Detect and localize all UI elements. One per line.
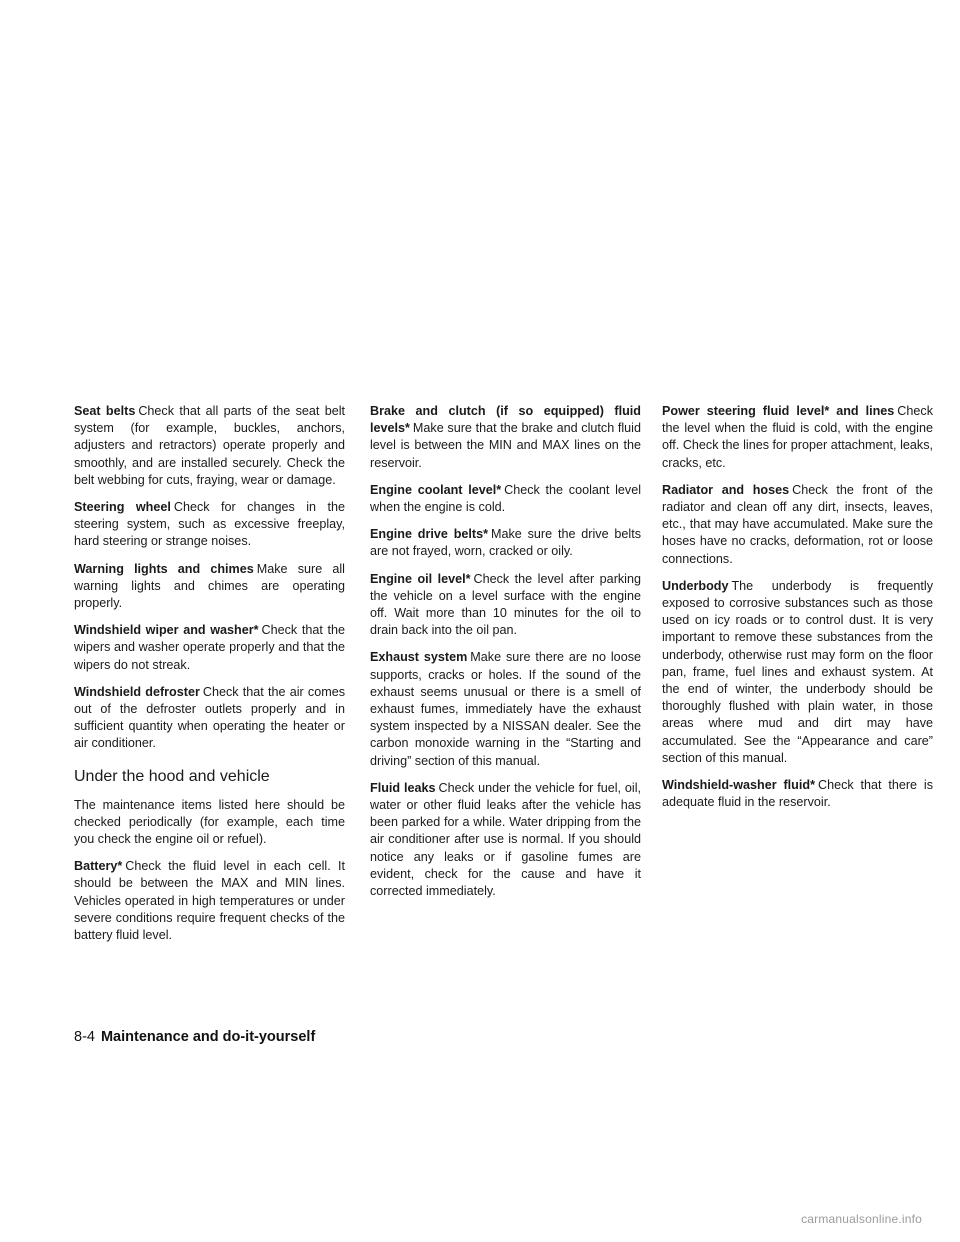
entry-seat-belts	[74, 403, 345, 489]
entry-term: Engine oil level*	[370, 571, 471, 586]
entry-term: Underbody	[662, 578, 729, 593]
entry-text: Make sure the drive belts are not frayed, worn, cracked or oily.	[370, 527, 641, 559]
page-number: 8-4	[74, 1029, 95, 1045]
entry-text: The underbody is frequently exposed to corrosive substances such as those used on icy roads or to control dust. It is very important to remove these substances from the underbody, otherwise rust may form on the floor pan, frame, fuel lines and exhaust system. At the end of winter, the underbody should be thoroughly flushed with plain water, in those areas where mud and dirt may have accumulated. See the “Appearance and care” section of this manual.	[662, 578, 933, 765]
entry-text: Check the front of the radiator and clean off any dirt, insects, leaves, etc., that may have accumulated. Make sure the hoses have no cracks, deformation, rot or loose connections.	[662, 482, 933, 566]
entry-warning-lights	[74, 561, 345, 613]
entry-text: Check under the vehicle for fuel, oil, water or other fluid leaks after the vehicle has been parked for a while. Water dripping from the air conditioner after use is normal. If you should notice any leaks or if gasoline fumes are evident, check for the cause and have it corrected immediately.	[370, 780, 641, 899]
entry-term: Exhaust system	[370, 650, 468, 665]
entry-term: Steering wheel	[74, 500, 171, 515]
entry-text: Check that all parts of the seat belt system (for example, buckles, anchors, adjusters and retractors) operate properly and smoothly, and are installed securely. Check the belt webbing for cuts, fraying, wear or damage.	[74, 404, 345, 487]
entry-text: Check that the air comes out of the defroster outlets properly and in sufficient quantity when operating the heater or air conditioner.	[74, 684, 346, 751]
entry-steering-wheel	[74, 499, 345, 551]
entry-text: Make sure there are no loose supports, cracks or holes. If the sound of the exhaust seems unusual or there is a smell of exhaust fumes, immediately have the exhaust system inspected by a NISSAN dealer. See the carbon monoxide warning in the “Starting and driving” section of this manual.	[370, 650, 641, 768]
entry-term: Windshield defroster	[74, 684, 200, 699]
entry-term: Power steering fluid level* and lines	[662, 404, 895, 418]
entry-text: Check the coolant level when the engine is cold.	[370, 482, 642, 515]
column-right	[662, 403, 933, 821]
watermark: carmanualsonline.info	[801, 1212, 922, 1226]
entry-fluid-leaks	[370, 780, 641, 900]
entry-term: Brake and clutch (if so equipped) fluid levels*	[370, 404, 641, 436]
entry-text: Make sure that the brake and clutch fluid level is between the MIN and MAX lines on the reservoir.	[370, 421, 641, 470]
entry-battery	[74, 858, 345, 944]
entry-engine-drive-belts	[370, 526, 641, 560]
entry-engine-coolant	[370, 482, 641, 516]
page-footer	[74, 1029, 315, 1045]
entry-text: Check the fluid level in each cell. It should be between the MAX and MIN lines. Vehicles operated in high temperatures or under severe conditions require frequent checks of the battery fluid level.	[74, 859, 345, 943]
entry-exhaust-system	[370, 649, 641, 769]
entry-text: Check that there is adequate fluid in the reservoir.	[662, 778, 933, 810]
entry-term: Battery*	[74, 859, 123, 874]
section-intro: The maintenance items listed here should be checked periodically (for example, each time you check the engine oil or refuel).	[74, 797, 345, 847]
entry-term: Seat belts	[74, 404, 136, 418]
entry-washer-fluid	[662, 777, 933, 811]
entry-windshield-wiper	[74, 622, 345, 674]
entry-text: Check that the wipers and washer operate properly and that the wipers do not streak.	[74, 623, 345, 672]
entry-underbody	[662, 578, 933, 767]
entry-text: Make sure all warning lights and chimes are operating properly.	[74, 561, 345, 611]
entry-term: Engine coolant level*	[370, 482, 502, 497]
column-middle	[370, 403, 641, 910]
entry-term: Fluid leaks	[370, 780, 436, 795]
entry-term: Engine drive belts*	[370, 527, 489, 542]
entry-brake-clutch-fluid	[370, 403, 641, 472]
entry-radiator-hoses	[662, 482, 933, 568]
entry-term: Windshield wiper and washer*	[74, 623, 259, 638]
entry-text: Check the level when the fluid is cold, with the engine off. Check the lines for proper attachment, leaks, cracks, etc.	[662, 404, 933, 470]
column-left	[74, 403, 345, 954]
entry-text: Check for changes in the steering system, such as excessive freeplay, hard steering or strange noises.	[74, 500, 345, 549]
entry-text: Check the level after parking the vehicle on a level surface with the engine off. Wait more than 10 minutes for the oil to drain back into the oil pan.	[370, 571, 641, 638]
entry-term: Windshield-washer fluid*	[662, 778, 815, 793]
section-heading: Under the hood and vehicle	[74, 767, 270, 785]
entry-term: Warning lights and chimes	[74, 561, 254, 576]
chapter-title: Maintenance and do-it-yourself	[100, 1029, 316, 1045]
entry-windshield-defroster	[74, 684, 345, 753]
entry-power-steering	[662, 403, 933, 472]
entry-term: Radiator and hoses	[662, 482, 790, 497]
entry-engine-oil	[370, 571, 641, 640]
